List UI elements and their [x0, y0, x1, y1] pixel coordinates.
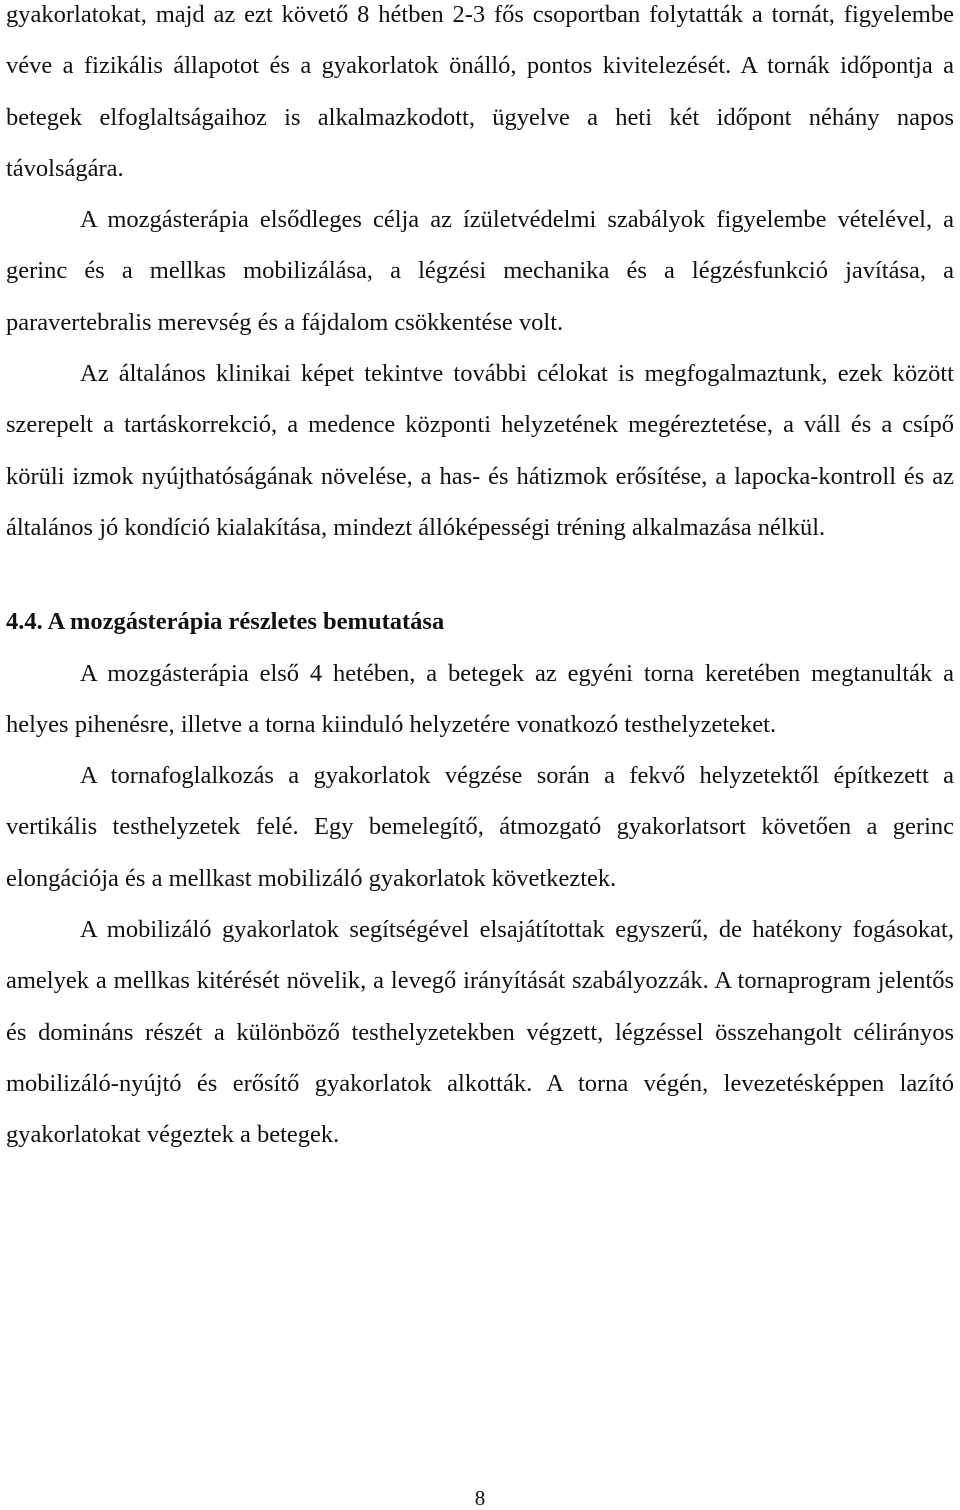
paragraph-mobilizing-exercises: A mobilizáló gyakorlatok segítségével elsajátítottak egyszerű, de hatékony fogásokat, amelyek a mellkas kitérését növelik, a levegő irányítását szabályozzák. A tornaprogram jelentős és domináns részét a különböző testhelyzetekben végzett, légzéssel összehangolt célirányos mobilizáló-nyújtó és erősítő gyakorlatok alkották. A torna végén, levezetésképpen lazító gyakorlatokat végeztek a betegek.	[6, 916, 954, 1149]
paragraph-therapy-goal: A mozgásterápia elsődleges célja az ízületvédelmi szabályok figyelembe vételével, a gerinc és a mellkas mobilizálása, a légzési mechanika és a légzésfunkció javítása, a paravertebralis merevség és a fájdalom csökkentése volt.	[6, 206, 954, 336]
paragraph-continuation: gyakorlatokat, majd az ezt követő 8 hétben 2-3 fős csoportban folytatták a tornát, figyelembe véve a fizikális állapotot és a gyakorlatok önálló, pontos kivitelezését. A tornák időpontja a betegek elfoglaltságaihoz is alkalmazkodott, ügyelve a heti két időpont néhány napos távolságára.	[6, 1, 954, 182]
paragraph-first-weeks: A mozgásterápia első 4 hetében, a betegek az egyéni torna keretében megtanulták a helyes pihenésre, illetve a torna kiinduló helyzetére vonatkozó testhelyzeteket.	[6, 659, 954, 738]
paragraph-session-structure: A tornafoglalkozás a gyakorlatok végzése során a fekvő helyzetektől építkezett a vertikális testhelyzetek felé. Egy bemelegítő, átmozgató gyakorlatsort követően a gerinc elongációja és a mellkast mobilizáló gyakorlatok következtek.	[6, 762, 954, 892]
paragraph-additional-goals: Az általános klinikai képet tekintve további célokat is megfogalmaztunk, ezek között szerepelt a tartáskorrekció, a medence központi helyzetének megéreztetése, a váll és a csípő körüli izmok nyújthatóságának növelése, a has- és hátizmok erősítése, a lapocka-kontroll és az általános jó kondíció kialakítása, mindezt állóképességi tréning alkalmazása nélkül.	[6, 360, 954, 541]
section-heading: 4.4. A mozgásterápia részletes bemutatása	[6, 608, 445, 636]
page-number: 8	[474, 1486, 486, 1510]
document-page	[6, 0, 954, 1161]
